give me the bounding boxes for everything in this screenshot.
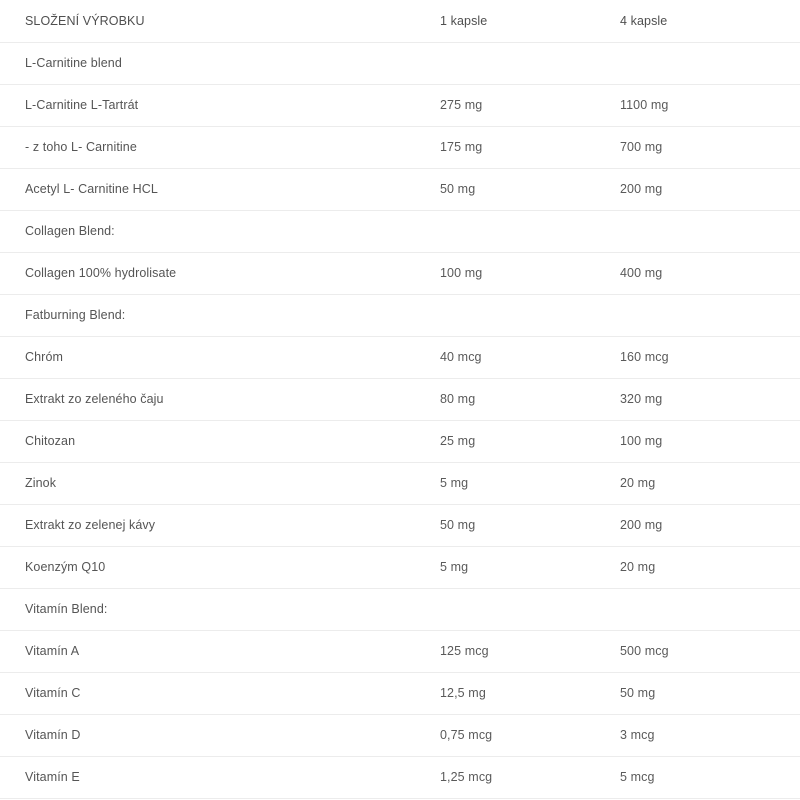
amount-per-4-capsules: 160 mcg <box>620 336 800 378</box>
table-row <box>0 462 800 504</box>
amount-per-1-capsule: 50 mg <box>440 168 620 210</box>
ingredient-name: Vitamín C <box>0 672 440 714</box>
amount-per-4-capsules <box>620 294 800 336</box>
table-row <box>0 126 800 168</box>
table-row <box>0 294 800 336</box>
amount-per-1-capsule: 175 mg <box>440 126 620 168</box>
amount-per-1-capsule: 5 mg <box>440 546 620 588</box>
table-row <box>0 420 800 462</box>
column-header: 1 kapsle <box>440 0 620 42</box>
amount-per-4-capsules: 20 mg <box>620 546 800 588</box>
amount-per-4-capsules: 200 mg <box>620 504 800 546</box>
amount-per-4-capsules: 400 mg <box>620 252 800 294</box>
ingredient-name: Zinok <box>0 462 440 504</box>
ingredient-name: Acetyl L- Carnitine HCL <box>0 168 440 210</box>
ingredient-name: L-Carnitine L-Tartrát <box>0 84 440 126</box>
table-row <box>0 756 800 798</box>
amount-per-1-capsule: 100 mg <box>440 252 620 294</box>
amount-per-4-capsules: 200 mg <box>620 168 800 210</box>
amount-per-1-capsule <box>440 294 620 336</box>
amount-per-4-capsules <box>620 42 800 84</box>
amount-per-4-capsules: 320 mg <box>620 378 800 420</box>
table-row <box>0 252 800 294</box>
table-row <box>0 210 800 252</box>
ingredient-name: L-Carnitine blend <box>0 42 440 84</box>
amount-per-4-capsules: 700 mg <box>620 126 800 168</box>
table-row <box>0 168 800 210</box>
table-header-row <box>0 0 800 42</box>
amount-per-4-capsules: 500 mcg <box>620 630 800 672</box>
ingredient-name: Koenzým Q10 <box>0 546 440 588</box>
ingredient-name: Chitozan <box>0 420 440 462</box>
ingredient-name: Collagen 100% hydrolisate <box>0 252 440 294</box>
amount-per-4-capsules: 5 mcg <box>620 756 800 798</box>
amount-per-4-capsules: 1100 mg <box>620 84 800 126</box>
table-row <box>0 84 800 126</box>
table-row <box>0 672 800 714</box>
amount-per-1-capsule: 80 mg <box>440 378 620 420</box>
amount-per-1-capsule <box>440 210 620 252</box>
ingredient-name: Extrakt zo zelenej kávy <box>0 504 440 546</box>
amount-per-1-capsule: 50 mg <box>440 504 620 546</box>
amount-per-1-capsule: 275 mg <box>440 84 620 126</box>
amount-per-1-capsule: 5 mg <box>440 462 620 504</box>
table-row <box>0 588 800 630</box>
column-header: SLOŽENÍ VÝROBKU <box>0 0 440 42</box>
amount-per-1-capsule: 0,75 mcg <box>440 714 620 756</box>
amount-per-4-capsules <box>620 210 800 252</box>
amount-per-4-capsules: 100 mg <box>620 420 800 462</box>
amount-per-1-capsule: 25 mg <box>440 420 620 462</box>
amount-per-4-capsules: 3 mcg <box>620 714 800 756</box>
table-row <box>0 714 800 756</box>
ingredient-name: Extrakt zo zeleného čaju <box>0 378 440 420</box>
amount-per-1-capsule <box>440 42 620 84</box>
amount-per-1-capsule: 40 mcg <box>440 336 620 378</box>
ingredient-name: Vitamín Blend: <box>0 588 440 630</box>
table-row <box>0 630 800 672</box>
table-row <box>0 504 800 546</box>
table-row <box>0 336 800 378</box>
amount-per-1-capsule: 1,25 mcg <box>440 756 620 798</box>
amount-per-4-capsules: 50 mg <box>620 672 800 714</box>
table-row <box>0 42 800 84</box>
amount-per-4-capsules <box>620 588 800 630</box>
column-header: 4 kapsle <box>620 0 800 42</box>
amount-per-1-capsule: 12,5 mg <box>440 672 620 714</box>
ingredient-name: Fatburning Blend: <box>0 294 440 336</box>
amount-per-1-capsule: 125 mcg <box>440 630 620 672</box>
ingredient-name: Vitamín E <box>0 756 440 798</box>
ingredient-name: Vitamín D <box>0 714 440 756</box>
ingredient-name: Vitamín A <box>0 630 440 672</box>
amount-per-4-capsules: 20 mg <box>620 462 800 504</box>
table-row <box>0 378 800 420</box>
ingredient-name: Chróm <box>0 336 440 378</box>
ingredient-name: Collagen Blend: <box>0 210 440 252</box>
amount-per-1-capsule <box>440 588 620 630</box>
ingredient-name: - z toho L- Carnitine <box>0 126 440 168</box>
table-row <box>0 546 800 588</box>
